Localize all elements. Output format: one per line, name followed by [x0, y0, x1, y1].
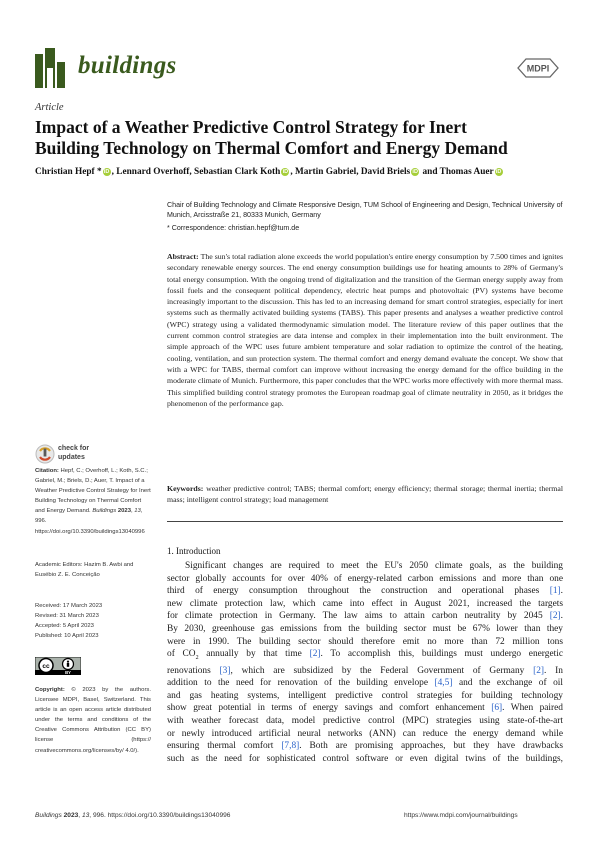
journal-logo [35, 48, 71, 88]
academic-editors: Academic Editors: Hazim B. Awbi and Eusébio Z. E. Conceição [35, 562, 134, 579]
intro-text: , which are subsidized by the Federal Government of Germany [230, 665, 534, 676]
section-divider [167, 521, 563, 522]
keywords [167, 483, 563, 506]
footer-journal-url[interactable]: https://www.mdpi.com/journal/buildings [404, 812, 518, 819]
cc-by-license-icon[interactable] [35, 657, 81, 675]
date-received: Received: 17 March 2023 [35, 603, 103, 609]
citation-link[interactable]: [7,8] [281, 741, 300, 752]
intro-line [167, 702, 563, 715]
check-updates-line-1: check for [58, 445, 90, 452]
footer-doi[interactable]: , 996. https://doi.org/10.3390/buildings13040996 [89, 812, 231, 819]
introduction-body [167, 560, 563, 765]
intro-text: were in 1990. The building sector should therefore emit no more than 72 million tons [167, 636, 563, 647]
intro-line [167, 728, 563, 741]
article-title [35, 117, 565, 159]
date-published: Published: 10 April 2023 [35, 633, 99, 640]
intro-line [167, 585, 563, 598]
author-name: Thomas Auer [439, 167, 494, 177]
citation-journal: Buildings [92, 508, 117, 515]
intro-text: and gas heating systems, intelligent predictive control strategies for building technology [167, 690, 563, 701]
intro-line [167, 636, 563, 649]
title-line-1: Impact of a Weather Predictive Control Strategy for Inert [35, 117, 467, 137]
author-name: Lennard Overhoff [116, 167, 190, 177]
intro-text: . In [544, 665, 563, 676]
abstract-text: The sun's total radiation alone exceeds the world population's entire energy consumption by 7.500 times and ignites secondary renewable energy sources. The end energy consumption buildings use for heating amounts to 28% of Germany's total energy consumption. With the ongoing trend of digitalization and the transition of the German energy supply away from fossil fuels and the consequent political dependency, electric heat pumps and photovoltaic (PV) systems have become increasingly important to the discussion. This has led to an increasing demand for smart control strategies, especially for inert systems such as thermally activated building systems (TABS). This paper presents and analyses a weather predictive control (WPC) strategy using a validated thermodynamic simulation model. The literature review of this paper outlines that the current common control strategies are data intense and complex in their implementation into the built environment. The simple approach of the WPC uses future ambient temperature and solar radiation to optimize the control of the heating, cooling, ventilation, and sun protection system. The thermal comfort and energy demand evaluate the concept. We show that with a WPC for TABS, thermal comfort can improve without increasing the energy demand for the office building in the moderate climate of Munich. Furthermore, this paper concludes that the WPC works more effectively with more thermal mass. This simplified building control strategy promotes the European roadmap goal of climate neutrality in 2050, as it bridges the phenomenon of the performance gap. [167, 252, 563, 408]
intro-text: and the exchange of oil [452, 678, 564, 689]
orcid-icon[interactable]: iD [412, 169, 418, 175]
intro-text: show great potential in terms of energy savings and comfort enhancement [167, 703, 492, 714]
copyright-label: Copyright: [35, 687, 65, 693]
intro-text: . Both are promising approaches, but they have drawbacks [299, 741, 563, 752]
section-heading-introduction: 1. Introduction [167, 546, 221, 556]
intro-line [167, 610, 563, 623]
intro-line [167, 598, 563, 611]
cc-icon-text: cc [42, 663, 50, 670]
citation-link[interactable]: [4,5] [434, 678, 453, 689]
citation-link[interactable]: [2] [309, 649, 321, 660]
citation-text: Hepf, C.; Overhoff, L.; Koth, S.C.; Gabriel, M.; Briels, D.; Auer, T. Impact of a Weather Predictive Control Strategy for Inert Building Technology on Thermal Comfort and Energy Demand. [35, 468, 151, 515]
author-name: Sebastian Clark Koth [194, 167, 281, 177]
author-list: Christian Hepf * iD , Lennard Overhoff, Sebastian Clark Koth iD , Martin Gabriel, David Briels iD and Thomas Auer iD [35, 167, 502, 177]
by-icon-text: BY [65, 670, 71, 675]
orcid-icon[interactable]: iD [282, 169, 289, 175]
check-for-updates-badge[interactable] [35, 444, 105, 466]
article-type: Article [35, 102, 64, 113]
subscript: 2 [195, 655, 199, 662]
intro-text: sector globally accounts for over 40% of energy-related carbon emissions and more than one [167, 573, 563, 584]
citation-link[interactable]: [2] [549, 611, 561, 622]
affiliation: Chair of Building Technology and Climate Responsive Design, TUM School of Engineering and Design, Technical University of Munich, Arcisstraße 21, 80333 Munich, Germany [167, 201, 563, 219]
intro-line [167, 560, 563, 573]
citation-link[interactable]: [3] [219, 665, 231, 676]
citation-volume: 13 [134, 508, 141, 515]
intro-text: addition to the need for renovation of the building envelope [167, 678, 435, 689]
abstract-label: Abstract: [167, 252, 199, 261]
author-name: Martin Gabriel [294, 167, 357, 177]
mdpi-logo [516, 57, 560, 79]
citation-block: Citation: Hepf, C.; Overhoff, L.; Koth, S.C.; Gabriel, M.; Briels, D.; Auer, T. Impact of a Weather Predictive Control Strategy for Inert Building Technology on Thermal Comfort and Energy Demand. Buildings 2023, 13, 996. https://doi.org/10.3390/buildings13040996 [35, 468, 151, 535]
abstract [167, 251, 563, 409]
intro-text: By 2030, greenhouse gas emissions from the building sector must be 67% lower than they [167, 623, 563, 634]
check-updates-icon [35, 444, 55, 464]
mdpi-logo-text: MDPI [526, 63, 550, 74]
intro-text: of CO [167, 649, 196, 660]
intro-text: for climate protection in Germany. The law aims to attain carbon neutrality by 2045 [167, 611, 550, 622]
intro-text: annually by that time [198, 649, 310, 660]
orcid-icon[interactable]: iD [495, 169, 502, 175]
citation-link[interactable]: [6] [491, 703, 503, 714]
intro-line [167, 740, 563, 753]
intro-text: such as the need for sophisticated control software or even digital twins of the buildings, [167, 753, 563, 764]
title-line-2: Building Technology on Thermal Comfort and Energy Demand [35, 138, 508, 158]
intro-text: or newly introduced artificial neural networks (ANN) can reduce the energy demand while [167, 728, 563, 739]
copyright-notice [35, 685, 151, 756]
intro-text: Significant changes are required to meet the EU's 2050 climate goals, as the building [185, 561, 563, 571]
intro-text: . [560, 611, 563, 622]
citation-year: 2023 [117, 508, 131, 515]
intro-line [167, 677, 563, 690]
intro-text: third of energy consumption throughout the construction and operational phases [167, 586, 550, 597]
date-revised: Revised: 31 March 2023 [35, 613, 99, 620]
date-accepted: Accepted: 5 April 2023 [35, 623, 94, 630]
journal-name: buildings [78, 52, 177, 79]
intro-text: . When paired [502, 703, 563, 714]
intro-line [167, 665, 563, 678]
footer-year: 2023 [63, 812, 79, 819]
correspondence: * Correspondence: christian.hepf@tum.de [167, 224, 300, 232]
check-updates-line-2: updates [58, 454, 85, 461]
intro-line [167, 690, 563, 703]
keywords-label: Keywords: [167, 484, 204, 493]
author-name: Christian Hepf * [35, 167, 102, 177]
footer-volume: 13 [81, 812, 90, 819]
intro-text: ensuring thermal comfort [167, 741, 282, 752]
citation-doi[interactable]: , 996. https://doi.org/10.3390/buildings13040996 [35, 508, 145, 535]
intro-text: renovations [167, 665, 220, 676]
citation-label: Citation: [35, 468, 59, 474]
intro-text: with weather forecast data, model predictive control (MPC) strategies using state-of-the-art [167, 716, 563, 726]
orcid-icon[interactable]: iD [103, 169, 110, 175]
citation-link[interactable]: [1] [549, 586, 561, 597]
author-name: David Briels [360, 167, 411, 177]
footer-citation: Buildings 2023, 13, 996. https://doi.org/10.3390/buildings13040996 [35, 812, 231, 819]
intro-line [167, 648, 563, 664]
publication-dates [35, 601, 151, 641]
copyright-text: © 2023 by the authors. Licensee MDPI, Basel, Switzerland. This article is an open access article distributed under the terms and conditions of the Creative Commons Attribution (CC BY) license (https:// creativecommons.org/licenses/by/ 4.0/). [35, 687, 152, 754]
intro-text: new climate protection law, which came into effect in August 2021, increased the targets [167, 598, 563, 609]
citation-link[interactable]: [2] [533, 665, 545, 676]
intro-line [167, 715, 563, 728]
intro-line [167, 753, 563, 766]
keywords-text: weather predictive control; TABS; thermal comfort; energy efficiency; thermal storage; thermal inertia; thermal mass; intelligent control strategy; load management [167, 484, 563, 505]
intro-line [167, 573, 563, 586]
intro-text: . [560, 586, 563, 597]
intro-line [167, 623, 563, 636]
intro-text: . To accomplish this, buildings must undergo energetic [320, 649, 563, 660]
footer-journal: Buildings [35, 812, 62, 819]
